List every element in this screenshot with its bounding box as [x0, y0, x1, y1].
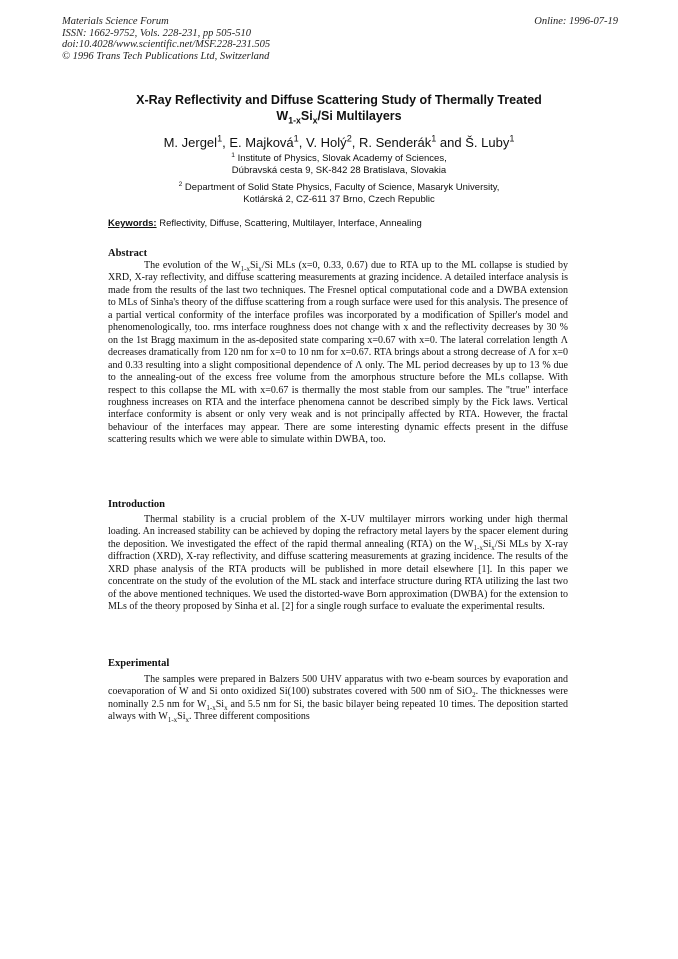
introduction-heading: Introduction [108, 499, 165, 510]
issn-line: ISSN: 1662-9752, Vols. 228-231, pp 505-510 [62, 27, 251, 39]
title-line-1: X-Ray Reflectivity and Diffuse Scattering Study of Thermally Treated [136, 93, 542, 107]
affiliation-2: $^2$ Department of Solid State Physics, Faculty of Science, Masaryk University, Kotlárská 2, CZ-611 37 Brno, Czech Republic [178, 180, 500, 205]
affiliation-1: $^1$ Institute of Physics, Slovak Academy of Sciences, Dúbravská cesta 9, SK-842 28 Bratislava, Slovakia [231, 151, 447, 176]
keywords-label: Keywords: [108, 218, 157, 229]
author-list [90, 135, 588, 150]
author: E. Majková$^1$, [229, 133, 306, 150]
experimental-heading: Experimental [108, 658, 170, 669]
author: V. Holý$^2$, [305, 133, 359, 150]
abstract-text: The evolution of the $W_{1-x}Si_x/Si$ MLs (x=0, 0.33, 0.67) due to RTA up to the ML collapse is studied by XRD, X-ray reflectivity, and diffuse scattering measurements at grazing incidence. A detailed interface analysis is made from the results of the last two techniques. The Fresnel optical computational code and a DWBA extension to MLs of Sinha's theory of the diffuse scattering from a rough surface were used for this analysis. The presence of a partial vertical conformity of the interface profiles was incorporated by a modification of Spiller's model and phenomenologically, too. rms interface roughness does not change with x and the reflectivity decreases by 30 % on the 1st Bragg maximum in the as-deposited state comparing x=0.67 with x=0. The lateral correlation length Λ decreases dramatically from 120 nm for x=0 to 10 nm for x=0.67. RTA brings about a strong decrease of Λ for x=0 and 0.33 resulting into a slight compositional dependence of Λ only. The ML period decreases by up to 13 % due to the annealing-out of the excess free volume from the amorphous structure before the MLs collapse. With respect to this collapse the ML with x=0.67 is thermally the most stable from our samples. The "true" interface roughness increases on RTA and the interface phenomena cannot be described simply by the Fick laws. Vertical interface conformity is absent or only very weak and is not principally affected by RTA. However, the fractal behaviour of the interfaces may appear. There are some interesting dynamic effects present in the diffuse scattering results which we were able to simulate within DWBA, too. [108, 260, 568, 446]
title-line-2: $W_{1-x}Si_x/Si$ Multilayers [276, 109, 402, 126]
experimental-text: The samples were prepared in Balzers 500 UHV apparatus with two e-beam sources by evaporation and coevaporation of W and Si onto oxidized Si(100) substrates covered with 500 nm of SiO$_2$. The thicknesses were nominally 2.5 nm for $W_{1-x}Si_x$ and 5.5 nm for Si, the basic bilayer being repeated 10 times. The deposition started always with $W_{1-x}Si_x$. Three different compositions [108, 674, 568, 725]
page-header [62, 16, 618, 62]
author: R. Senderák$^1$ and [358, 133, 466, 150]
keywords [108, 218, 568, 229]
introduction-text: Thermal stability is a crucial problem of the X-UV multilayer mirrors working under high thermal loading. An increased stability can be achieved by doping the refractory metal layers by the spacer element during the deposition. We investigated the effect of the rapid thermal annealing (RTA) on the $W_{1-x}Si_x/Si$ MLs by X-ray diffraction (XRD), X-ray reflectivity, and diffuse scattering measurements at grazing incidence. The results of the XRD phase analysis of the RTA products will be published in more detail elsewhere [1]. In this paper we concentrate on the study of the evolution of the ML stack and interface structure during RTA utilizing the last two of the above mentioned techniques. We used the distorted-wave Born approximation (DWBA) for the extension to MLs of the theory proposed by Sinha et al. [2] for a single rough surface to evaluate the experimental results. [108, 514, 568, 613]
author: Š. Luby$^1$ [465, 133, 515, 150]
abstract-heading: Abstract [108, 248, 148, 259]
copyright-line: © 1996 Trans Tech Publications Ltd, Switzerland [62, 50, 270, 62]
doi-line: doi:10.4028/www.scientific.net/MSF.228-231.505 [62, 39, 271, 50]
journal-name: Materials Science Forum [62, 16, 169, 27]
paper-title [90, 92, 588, 124]
online-date: Online: 1996-07-19 [534, 16, 618, 27]
author: M. Jergel$^1$, [163, 133, 230, 150]
keywords-text: Reflectivity, Diffuse, Scattering, Multilayer, Interface, Annealing [159, 218, 422, 229]
